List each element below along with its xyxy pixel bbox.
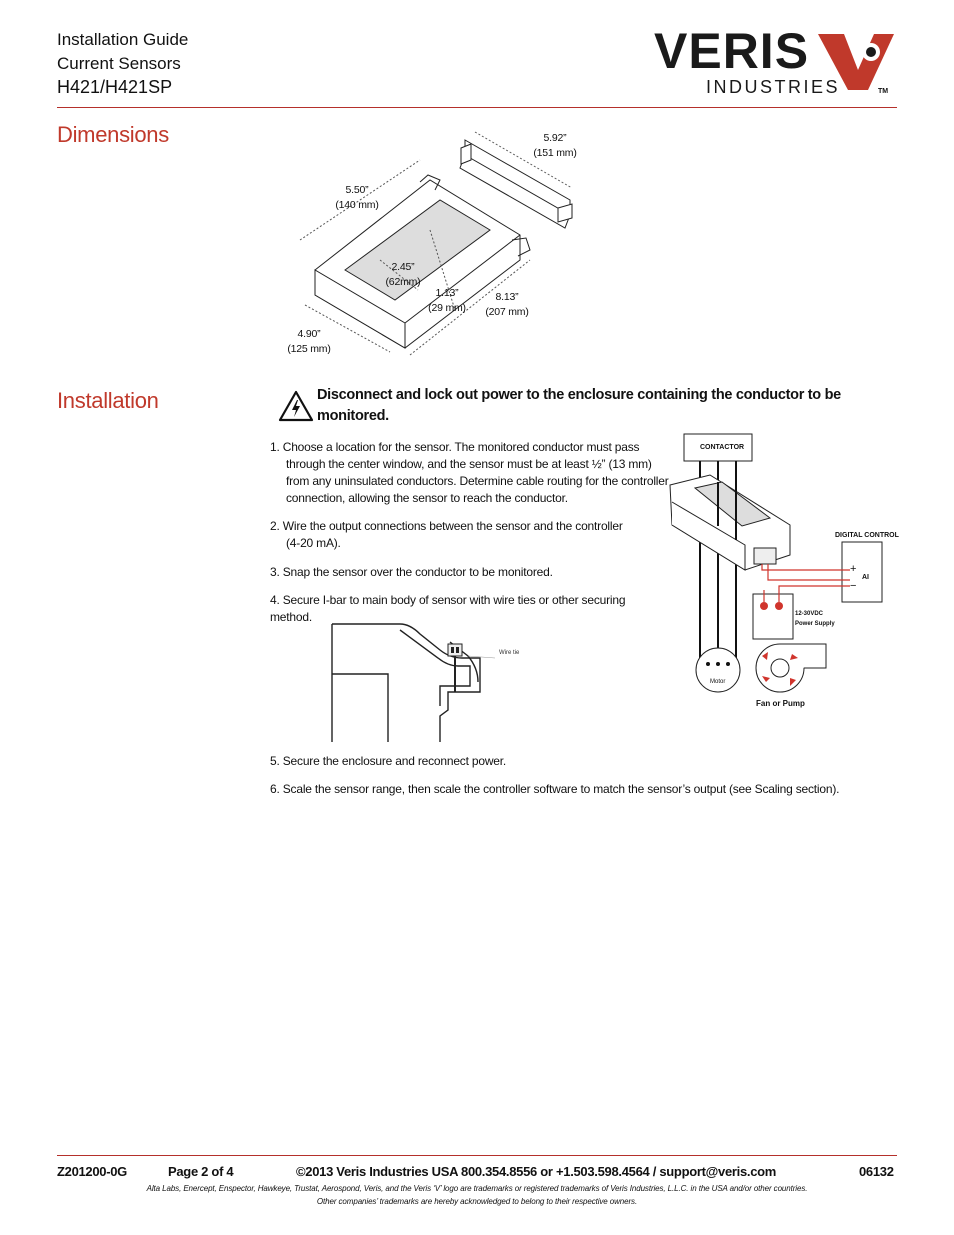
page-number: Page 2 of 4 — [168, 1164, 234, 1179]
dim-ibar-length — [520, 131, 590, 161]
doc-code: 06132 — [859, 1164, 894, 1179]
dim-window-in: 2.45” — [391, 261, 415, 273]
fan-pump-label: Fan or Pump — [756, 699, 805, 708]
dim-height-mm: (125 mm) — [287, 343, 331, 355]
trademark-notice-1: Alta Labs, Enercept, Enspector, Hawkeye, Trustat, Aerospond, Veris, and the Veris ‘V’ logo are trademarks or registered trademarks of Veris Industries, L.L.C. in the USA and/or other countries. — [146, 1184, 808, 1193]
logo-subtitle: INDUSTRIES — [706, 77, 841, 97]
step-6: 6. Scale the sensor range, then scale the controller software to match the sensor’s output (see Scaling section). — [270, 782, 840, 796]
header-divider — [57, 107, 897, 108]
wire-tie-detail-drawing — [330, 620, 530, 742]
step-2 — [270, 518, 670, 552]
trademark-notice-2: Other companies’ trademarks are hereby acknowledged to belong to their respective owners. — [316, 1197, 638, 1206]
contactor-label: CONTACTOR — [700, 444, 745, 451]
warning-line-1: Disconnect and lock out power to the enclosure containing the conductor to be — [317, 387, 841, 403]
doc-number: Z201200-0G — [57, 1164, 127, 1179]
step-2-line-2: (4-20 mA). — [286, 536, 341, 550]
step-1 — [270, 439, 670, 507]
doc-category: Current Sensors — [57, 54, 181, 73]
psu-label-1: 12-30VDC — [795, 611, 824, 617]
step-2-line-1: 2. Wire the output connections between the sensor and the controller — [270, 519, 623, 533]
dim-length-in: 8.13” — [495, 291, 519, 303]
dimensions-heading: Dimensions — [57, 122, 169, 147]
dim-width-mm: (140 mm) — [335, 199, 379, 211]
control-minus: − — [850, 580, 857, 592]
dim-window-w-in: 1.13” — [435, 287, 459, 299]
contact-info: ©2013 Veris Industries USA 800.354.8556 or +1.503.598.4564 / support@veris.com — [296, 1164, 777, 1179]
digital-control-label: DIGITAL CONTROL — [835, 532, 899, 539]
veris-logo — [654, 23, 899, 104]
dim-ibar-mm: (151 mm) — [533, 147, 577, 159]
step-1-line-1: 1. Choose a location for the sensor. The monitored conductor must pass — [270, 440, 640, 454]
logo-tm: TM — [878, 88, 889, 95]
dim-body-width — [322, 183, 392, 213]
dim-height-in: 4.90” — [297, 328, 321, 340]
footer-divider — [57, 1155, 897, 1156]
dim-ibar-in: 5.92” — [543, 132, 567, 144]
psu-label-2: Power Supply — [795, 621, 835, 627]
dim-window-w-mm: (29 mm) — [428, 302, 466, 314]
step-1-line-3: from any uninsulated conductors. Determine cable routing for the controller — [286, 474, 669, 488]
dim-window-mm: (62mm) — [385, 276, 421, 288]
veris-v-icon — [814, 28, 896, 96]
ai-label: AI — [862, 574, 869, 581]
step-3: 3. Snap the sensor over the conductor to be monitored. — [270, 565, 553, 579]
doc-type: Installation Guide — [57, 30, 189, 49]
product-name: H421/H421SP — [57, 77, 173, 97]
step-1-line-4: connection, allowing the sensor to reach the conductor. — [286, 491, 568, 505]
control-plus: + — [850, 563, 857, 575]
dim-width-in: 5.50” — [345, 184, 369, 196]
wire-tie-label: Wire tie — [499, 650, 520, 656]
dim-length-mm: (207 mm) — [485, 306, 529, 318]
installation-heading: Installation — [57, 388, 159, 413]
dim-body-height — [274, 327, 344, 357]
step-4: 4. Secure I-bar to main body of sensor with wire ties or other securing method. — [270, 593, 626, 624]
dim-body-length — [472, 290, 542, 320]
electrical-hazard-icon — [278, 390, 314, 422]
step-1-line-2: through the center window, and the sensor must be at least ½” (13 mm) — [286, 457, 652, 471]
motor-label: Motor — [710, 679, 726, 685]
step-5: 5. Secure the enclosure and reconnect power. — [270, 754, 507, 768]
logo-wordmark: VERIS — [654, 23, 810, 79]
warning-line-2: monitored. — [317, 408, 389, 424]
